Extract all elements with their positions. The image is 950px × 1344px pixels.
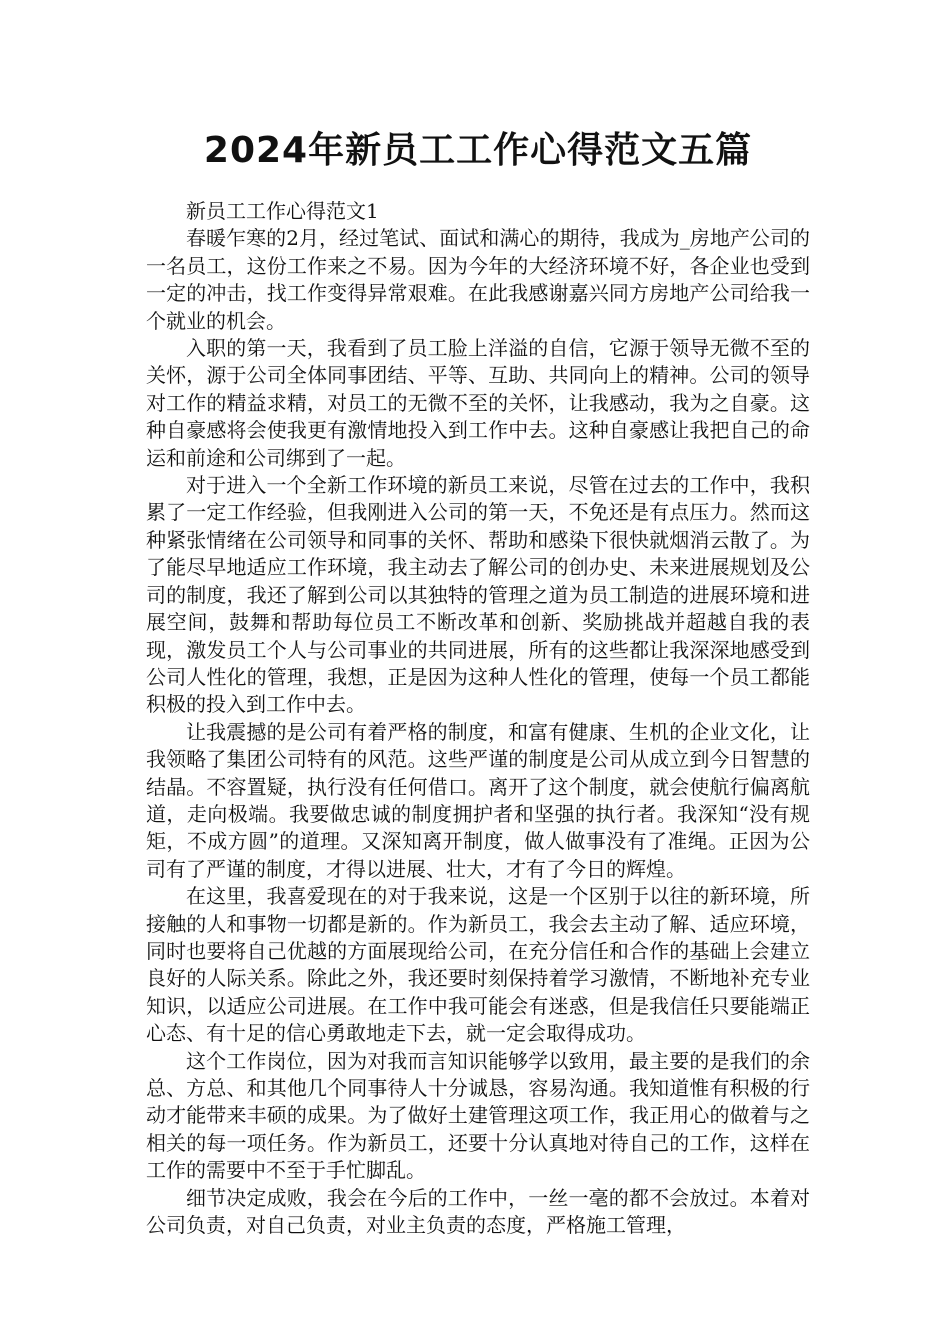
section-heading: 新员工工作心得范文1 xyxy=(186,199,379,223)
paragraph: 让我震撼的是公司有着严格的制度，和富有健康、生机的企业文化，让我领略了集团公司特有的风范。这些严谨的制度是公司从成立到今日智慧的结晶。不容置疑，执行没有任何借口。离开了这个制度，就会使航行偏离航道，走向极端。我要做忠诚的制度拥护者和坚强的执行者。我深知“没有规矩，不成方圆”的道理。又深知离开制度，做人做事没有了准绳。正因为公司有了严谨的制度，才得以进展、壮大，才有了今日的辉煌。 xyxy=(146,719,810,881)
document-page xyxy=(146,128,810,1239)
paragraph: 入职的第一天，我看到了员工脸上洋溢的自信，它源于领导无微不至的关怀，源于公司全体同事团结、平等、互助、共同向上的精神。公司的领导对工作的精益求精，对员工的无微不至的关怀，让我感动，我为之自豪。这种自豪感将会使我更有激情地投入到工作中去。这种自豪感让我把自己的命运和前途和公司绑到了一起。 xyxy=(146,336,810,470)
paragraph: 春暖乍寒的2月，经过笔试、面试和满心的期待，我成为_房地产公司的一名员工，这份工作来之不易。因为今年的大经济环境不好，各企业也受到一定的冲击，找工作变得异常艰难。在此我感谢嘉兴同方房地产公司给我一个就业的机会。 xyxy=(146,226,810,333)
document-title: 2024年新员工工作心得范文五篇 xyxy=(203,130,753,171)
paragraph: 在这里，我喜爱现在的对于我来说，这是一个区别于以往的新环境，所接触的人和事物一切都是新的。作为新员工，我会去主动了解、适应环境，同时也要将自己优越的方面展现给公司，在充分信任和合作的基础上会建立良好的人际关系。除此之外，我还要时刻保持着学习激情，不断地补充专业知识，以适应公司进展。在工作中我可能会有迷惑，但是我信任只要能端正心态、有十足的信心勇敢地走下去，就一定会取得成功。 xyxy=(146,884,810,1046)
paragraph: 对于进入一个全新工作环境的新员工来说，尽管在过去的工作中，我积累了一定工作经验，但我刚进入公司的第一天，不免还是有点压力。然而这种紧张情绪在公司领导和同事的关怀、帮助和感染下很快就烟消云散了。为了能尽早地适应工作环境，我主动去了解公司的创办史、未来进展规划及公司的制度，我还了解到公司以其独特的管理之道为员工制造的进展环境和进展空间，鼓舞和帮助每位员工不断改革和创新、奖励挑战并超越自我的表现，激发员工个人与公司事业的共同进展，所有的这些都让我深深地感受到公司人性化的管理，我想，正是因为这种人性化的管理，使每一个员工都能积极的投入到工作中去。 xyxy=(146,473,810,717)
paragraph: 细节决定成败，我会在今后的工作中，一丝一毫的都不会放过。本着对公司负责，对自己负责，对业主负责的态度，严格施工管理， xyxy=(146,1185,810,1238)
paragraph: 这个工作岗位，因为对我而言知识能够学以致用，最主要的是我们的余总、方总、和其他几个同事待人十分诚恳，容易沟通。我知道惟有积极的行动才能带来丰硕的成果。为了做好土建管理这项工作，我正用心的做着与之相关的每一项任务。作为新员工，还要十分认真地对待自己的工作，这样在工作的需要中不至于手忙脚乱。 xyxy=(146,1048,810,1183)
document-body xyxy=(146,198,810,1239)
